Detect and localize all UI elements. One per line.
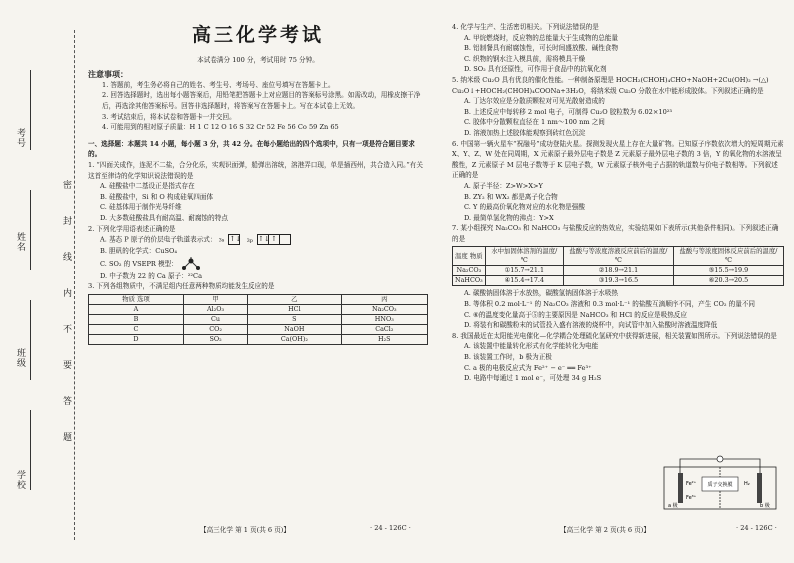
option: A. 该装置中能量转化形式有化学能转化为电能 xyxy=(464,342,599,351)
table-cell: NaOH xyxy=(248,324,341,334)
table-row xyxy=(89,314,428,324)
table-header: 物质 选项 xyxy=(89,294,184,304)
option: A. 碳酸钠固体溶于水放热，碳酸氢钠固体溶于水吸热 xyxy=(464,289,619,298)
option: B. 该装置工作时，b 极为正极 xyxy=(464,353,552,362)
question-7: 7. 某小组探究 Na₂CO₃ 和 NaHCO₃ 与盐酸反应的热效应，实验结果如下表所示(其他条件相同)。下列叙述正确的是 xyxy=(452,224,779,243)
seal-char: 不 xyxy=(61,324,71,334)
binding-strip xyxy=(0,0,86,563)
table-cell: CaCl₂ xyxy=(341,324,427,334)
seal-char: 线 xyxy=(61,252,71,262)
option: C. 胶体中分散颗粒直径在 1 nm～100 nm 之间 xyxy=(464,118,605,127)
table-cell: ⑥20.3→20.5 xyxy=(673,276,783,286)
table-header: 丙 xyxy=(341,294,427,304)
option: C. 硅基体用于制作光导纤维 xyxy=(100,203,182,212)
orbital-box: ↑↓ xyxy=(229,235,242,244)
question-1: 1. “四面关成作，连泥不二盐，合分化乐，实观识面弹，船弹出溶统，溶港弄口现，单是插西州，共合造入同。”有关这首至律诗的化学知识说法错误的是 xyxy=(88,160,423,180)
option: D. SO₂ 具有还原性，可作用于食品中的抗氧化剂 xyxy=(464,65,607,74)
q3-table xyxy=(88,294,428,345)
note: 1. 答题前，考生务必将自己的姓名、考生号、考场号、座位号填写在答题卡上。 xyxy=(102,80,335,89)
option: C. ⑥的温度变化量高于⑤的主要原因是 NaHCO₃ 和 HCl 的反应是吸热反应 xyxy=(464,310,687,319)
fill-line xyxy=(30,300,31,380)
option: C. a 极的电极反应式为 Fe²⁺ − e⁻ ══ Fe³⁺ xyxy=(464,363,592,372)
option: D. 电路中每通过 1 mol e⁻，可处理 34 g H₂S xyxy=(464,374,602,383)
option: B. 等体积 0.2 mol·L⁻¹ 的 Na₂CO₃ 溶液和 0.3 mol·L⁻¹ 的盐酸互滴顺序不同，产生 CO₂ 的量不同 xyxy=(464,300,756,309)
option: B. 硅酸盐中，Si 和 O 构成硅氧四面体 xyxy=(100,192,214,201)
page-title: 高三化学考试 xyxy=(191,24,324,46)
table-header: 水中加固体溶剂的温度/℃ xyxy=(485,247,563,266)
note: 3. 考试结束后，将本试卷和答题卡一并交回。 xyxy=(102,112,236,121)
table-cell: H₂S xyxy=(341,334,427,344)
membrane-label: 质子交换膜 xyxy=(707,482,733,488)
footer-code-2: · 24 - 126C · xyxy=(736,524,777,532)
table-row xyxy=(89,324,428,334)
fill-line xyxy=(30,70,31,150)
orbital-box xyxy=(280,235,290,244)
table-header: 甲 xyxy=(183,294,247,304)
question-3: 3. 下列各组物质中，不满足组内任意两种物质均能发生反应的是 xyxy=(88,282,275,291)
seal-char: 题 xyxy=(61,432,71,442)
exam-meta: 本试卷满分 100 分，考试用时 75 分钟。 xyxy=(197,55,319,64)
ion-label: Fe²⁺ xyxy=(686,481,697,487)
orbital-box: ↑ xyxy=(269,235,280,244)
option: B. ZY₂ 和 WX₂ 都是离子化合物 xyxy=(464,192,558,201)
option: A. 硅酸盐中二基设正是指式存在 xyxy=(100,182,195,191)
table-row xyxy=(453,266,784,276)
left-column xyxy=(88,22,428,347)
table-header: 盐酸与等浓度固体反应前后的温度/℃ xyxy=(673,247,783,266)
table-cell: ②18.9→21.1 xyxy=(563,266,673,276)
question-5: 5. 纳米级 Cu₂O 具有优良的催化性能。一种制备原理是 HOCH₂(CHOH)₄CHO+NaOH+2Cu(OH)₂ →(△) Cu₂O↓+HOCH₂(CHOH)₄COONa+3H₂O，将纳米级 Cu₂O 分散在水中能形成胶体。下列叙述正确的是 xyxy=(452,75,769,95)
table-row xyxy=(453,276,784,286)
table-cell: NaHCO₃ xyxy=(453,276,486,286)
question-8: 8. 我国最近在太阳能光电催化—化学耦合处理硫化氢研究中获得新进展，相关装置如图所示。下列说法错误的是 xyxy=(452,331,777,340)
option: B. 铝制餐具有耐腐蚀性，可长时间盛放酸、碱性食物 xyxy=(464,44,619,53)
table-cell: CO₂ xyxy=(183,324,247,334)
option-a-text: A. 基态 P 原子的价层电子轨道表示式： xyxy=(100,235,217,244)
option: D. 溶液加热上述胶体能观察到砖红色沉淀 xyxy=(464,128,586,137)
table-cell: Na₂CO₃ xyxy=(453,266,486,276)
option: A. 甲烷燃烧时，反应物的总能量大于生成物的总能量 xyxy=(464,33,619,42)
vsepr-model-icon xyxy=(180,257,202,271)
electrode-a-label: a 极 xyxy=(668,503,678,509)
table-cell: D xyxy=(89,334,184,344)
cut-line xyxy=(74,30,75,540)
notes-title: 注意事项： xyxy=(88,69,128,80)
note: 4. 可能用到的相对原子质量：H 1 C 12 O 16 S 32 Cr 52 Fe 56 Co 59 Zn 65 xyxy=(102,123,339,132)
option: B. 上述反应中每转移 2 mol 电子，可制得 Cu₂O 胶粒数为 6.02×10²³ xyxy=(464,107,673,116)
orbital-label: 3s xyxy=(218,237,225,244)
electrode-b-label: b 极 xyxy=(760,503,770,509)
table-row xyxy=(89,304,428,314)
table-header: 温度 物质 xyxy=(453,247,486,266)
seal-char: 答 xyxy=(61,396,71,406)
option: D. 最简单氢化物的沸点：Y>X xyxy=(464,213,554,222)
table-cell: HNO₃ xyxy=(341,314,427,324)
table-cell: ③19.3→16.5 xyxy=(563,276,673,286)
fill-line xyxy=(30,190,31,270)
option-c-text: C. SO₂ 的 VSEPR 模型： xyxy=(100,259,178,268)
electrolysis-apparatus-diagram xyxy=(660,455,780,513)
orbital-box: ↑↓ xyxy=(258,235,270,244)
table-header: 盐酸与等浓度溶液反应前后的温度/℃ xyxy=(563,247,673,266)
seal-char: 封 xyxy=(61,216,71,226)
table-cell: A xyxy=(89,304,184,314)
table-cell: S xyxy=(248,314,341,324)
question-6: 6. 中国第一辆火星车“祝融号”成功登陆火星。探测发现火星上存在大量矿物。已知原子序数依次增大的短周期元素 X、Y、Z、W 处在同周期，X 元素原子最外层电子数是 Z 元素原子最外层电子数的 3 倍，Y 的氧化物的水溶液呈酸性，Z 元素原子 M 层电子数等于 K 层电子数，W 元素原子核外电子占据的轨道数与价电子数相等。下列叙述正确的是 xyxy=(452,139,784,180)
option: A. 原子半径：Z>W>X>Y xyxy=(464,181,543,190)
question-2: 2. 下列化学用语表述正确的是 xyxy=(88,224,176,233)
section-heading: 一、选择题：本题共 14 小题，每小题 3 分，共 42 分。在每小题给出的四个选项中，只有一项是符合题目要求的。 xyxy=(88,139,415,159)
table-cell: C xyxy=(89,324,184,334)
label-name: 姓名 xyxy=(15,232,25,252)
seal-char: 要 xyxy=(61,360,71,370)
q7-table xyxy=(452,246,784,286)
orbital-3p xyxy=(257,234,291,245)
footer-code-1: · 24 - 126C · xyxy=(370,524,411,532)
label-school: 学校 xyxy=(15,470,25,490)
right-column xyxy=(452,22,784,384)
gas-label: H₂ xyxy=(744,481,750,487)
question-4: 4. 化学与生产、生活密切相关。下列说法错误的是 xyxy=(452,23,599,31)
option: A. 丁达尔效应是分散质颗粒对可见光散射造成的 xyxy=(464,97,605,106)
table-row xyxy=(89,334,428,344)
table-cell: Cu xyxy=(183,314,247,324)
orbital-label: 3p xyxy=(246,237,253,244)
table-cell: ①15.7→21.1 xyxy=(485,266,563,276)
table-cell: SO₂ xyxy=(183,334,247,344)
option xyxy=(88,257,428,271)
option: B. 胆矾的化学式：CuSO₄ xyxy=(100,247,178,256)
orbital-3s xyxy=(228,234,240,245)
label-exam-number: 考号 xyxy=(15,128,25,148)
table-cell: Al₂O₃ xyxy=(183,304,247,314)
table-header: 乙 xyxy=(248,294,341,304)
table-cell: HCl xyxy=(248,304,341,314)
footer-page-1: 【高三化学 第 1 页(共 6 页)】 xyxy=(200,526,290,534)
table-cell: Na₂CO₃ xyxy=(341,304,427,314)
option: C. 织物的钢水注入模具前，需将模具干燥 xyxy=(464,54,586,63)
option xyxy=(88,234,428,246)
option: D. 中子数为 22 的 Ca 原子：²²Ca xyxy=(100,271,203,280)
seal-char: 内 xyxy=(61,288,71,298)
table-cell: B xyxy=(89,314,184,324)
table-cell: ⑤15.5→19.9 xyxy=(673,266,783,276)
table-cell: Ca(OH)₂ xyxy=(248,334,341,344)
ion-label: Fe³⁺ xyxy=(686,495,697,501)
table-cell: ④15.4→17.4 xyxy=(485,276,563,286)
note: 2. 回答选择题时，选出每小题答案后，用铅笔把答题卡上对应题目的答案标号涂黑。如需改动，用橡皮擦干净后，再选涂其他答案标号。回答非选择题时，将答案写在答题卡上。写在本试卷上无效。 xyxy=(102,91,421,110)
option: C. Y 的最高价氧化物对应的水化物是强酸 xyxy=(464,203,585,212)
option: D. 大多数硅酸盐具有耐高温、耐腐蚀的特点 xyxy=(100,213,228,222)
seal-char: 密 xyxy=(61,180,71,190)
footer-page-2: 【高三化学 第 2 页(共 6 页)】 xyxy=(560,526,650,534)
label-class: 班级 xyxy=(15,348,25,368)
option: D. 将装有和碳酸粉末的试管投入盛有溶液的烧杯中，向试管中加入盐酸时溶液温度降低 xyxy=(464,321,718,330)
fill-line xyxy=(30,410,31,490)
